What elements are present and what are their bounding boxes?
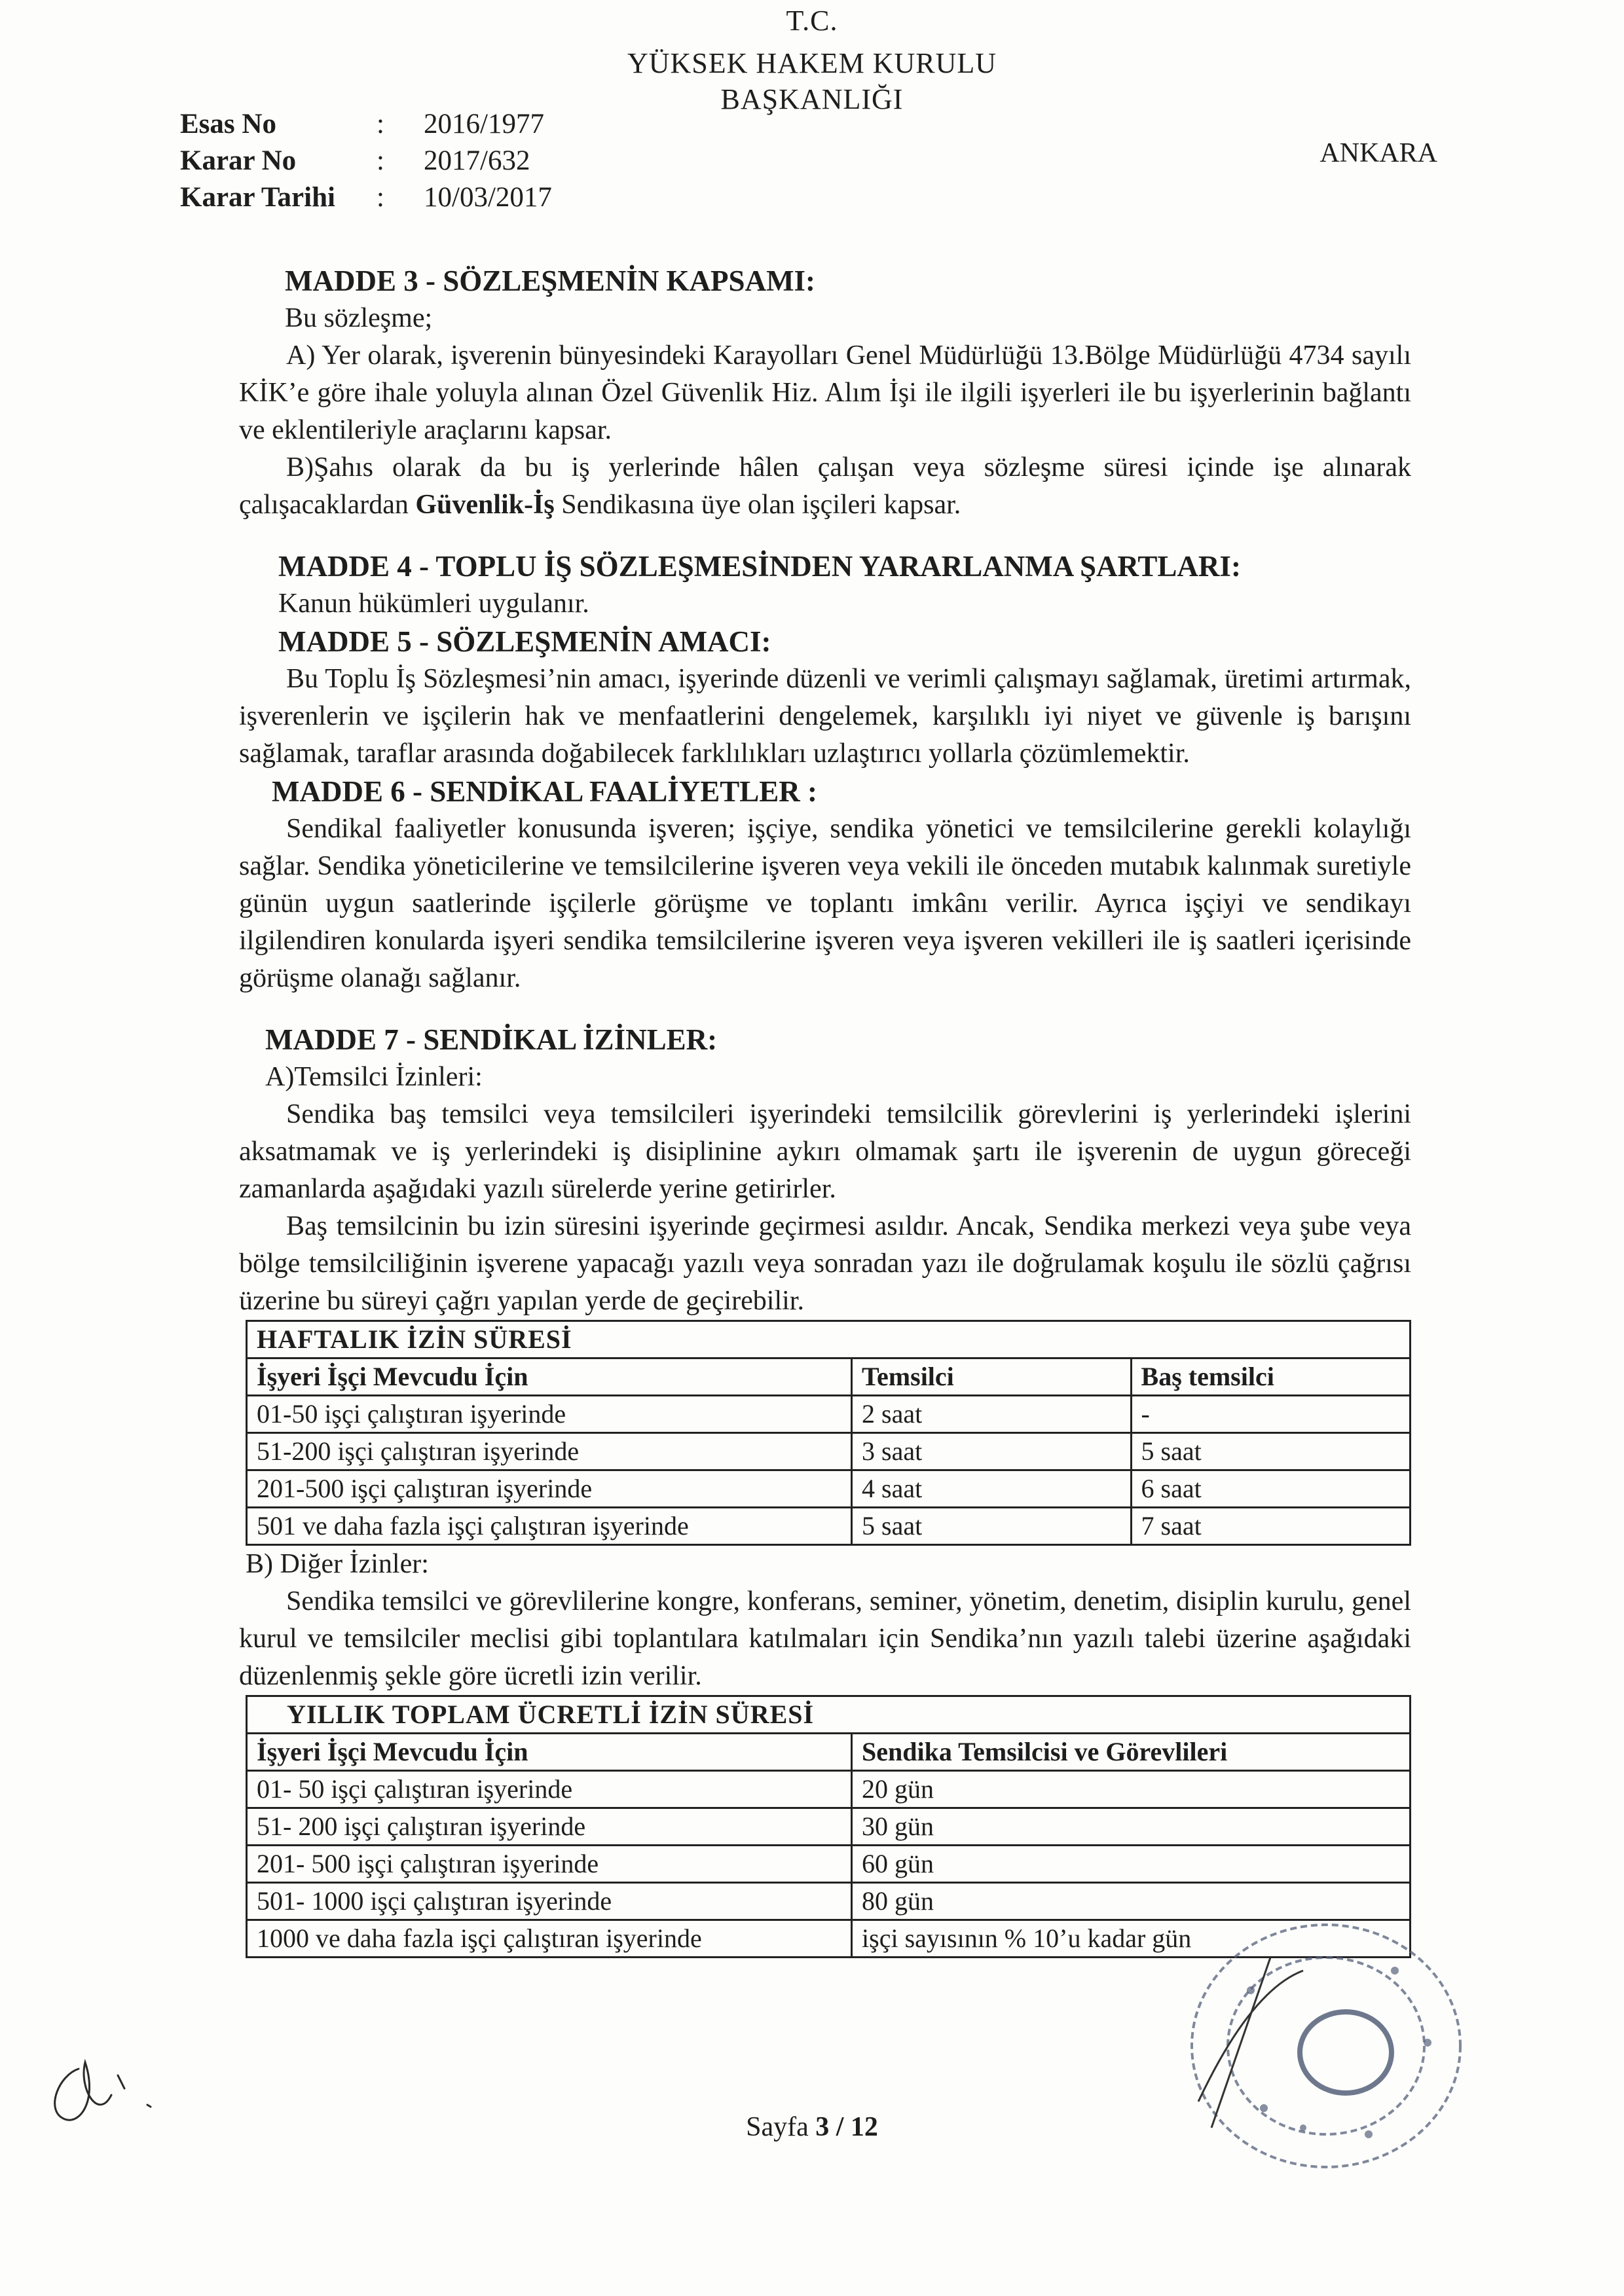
table-row — [247, 1734, 1411, 1771]
table-cell: 01- 50 işçi çalıştıran işyerinde — [247, 1771, 852, 1808]
madde4-text: Kanun hükümleri uygulanır. — [278, 589, 589, 619]
table-cell: 60 gün — [852, 1846, 1411, 1883]
madde7-title: MADDE 7 - SENDİKAL İZİNLER: — [265, 1023, 718, 1056]
table-row — [247, 1433, 1411, 1470]
table-cell: 01-50 işçi çalıştıran işyerinde — [247, 1396, 852, 1433]
madde7-b-title: B) Diğer İzinler: — [246, 1549, 429, 1579]
weekly-table-title: HAFTALIK İZİN SÜRESİ — [247, 1321, 1411, 1358]
official-stamp — [1172, 1912, 1480, 2187]
header-department: BAŞKANLIĞI — [720, 83, 904, 115]
table-cell: 501- 1000 işçi çalıştıran işyerinde — [247, 1883, 852, 1920]
table-cell: 1000 ve daha fazla işçi çalıştıran işyerinde — [247, 1920, 852, 1958]
madde3-b — [239, 449, 1411, 524]
table-cell: 4 saat — [852, 1470, 1131, 1508]
madde7-p2: Baş temsilcinin bu izin süresini işyerinde geçirmesi asıldır. Ancak, Sendika merkezi veya şube veya bölge temsilciliğinin işverene yapacağı yazılı veya sonradan yazı ile doğrulamak koşulu ile sözlü çağrısı üzerine bu süreyi çağrı yapılan yerde de geçirebilir. — [239, 1211, 1411, 1316]
table-cell: 2 saat — [852, 1396, 1131, 1433]
header-institution: YÜKSEK HAKEM KURULU — [627, 47, 997, 79]
table-row — [247, 1358, 1411, 1396]
header-tc: T.C. — [786, 5, 838, 37]
tarih-sep: : — [377, 182, 384, 213]
table-cell: 80 gün — [852, 1883, 1411, 1920]
annual-table-title: YILLIK TOPLAM ÜCRETLİ İZİN SÜRESİ — [247, 1696, 1411, 1734]
table-cell: 3 saat — [852, 1433, 1131, 1470]
madde3-title: MADDE 3 - SÖZLEŞMENİN KAPSAMI: — [285, 264, 816, 297]
table-cell: - — [1131, 1396, 1410, 1433]
madde5-text: Bu Toplu İş Sözleşmesi’nin amacı, işyerinde düzenli ve verimli çalışmayı sağlamak, üretimi artırmak, işverenlerin ve işçilerin hak ve menfaatlerini dengelemek, karşılıklı iyi niyet ve güvenle iş barışını sağlamak, taraflar arasında doğabilecek farklılıkları uzlaştırıcı yollarla çözümlemektir. — [239, 664, 1411, 769]
meta-tarih — [180, 183, 552, 211]
weekly-leave-table — [246, 1320, 1411, 1546]
table-row — [247, 1396, 1411, 1433]
madde3-b-post: Sendikasına üye olan işçileri kapsar. — [554, 490, 961, 520]
table-row — [247, 1808, 1411, 1846]
table-cell: 6 saat — [1131, 1470, 1410, 1508]
madde7-p1: Sendika baş temsilci veya temsilcileri işyerindeki temsilcilik görevlerini iş yerlerindeki işlerini aksatmamak ve iş yerlerindeki iş disiplinine aykırı olmamak şartı ile işverenin de uygun göreceği zamanlarda aşağıdaki yazılı sürelerde yerine getirirler. — [239, 1099, 1411, 1204]
meta-esas — [180, 110, 544, 138]
table-header: Sendika Temsilcisi ve Görevlileri — [852, 1734, 1411, 1771]
madde7-a-title: A)Temsilci İzinleri: — [265, 1062, 483, 1092]
esas-label: Esas No — [180, 109, 276, 139]
esas-value: 2016/1977 — [424, 109, 544, 139]
table-header: İşyeri İşçi Mevcudu İçin — [247, 1358, 852, 1396]
tarih-label: Karar Tarihi — [180, 182, 335, 213]
table-cell: 201-500 işçi çalıştıran işyerinde — [247, 1470, 852, 1508]
table-cell: işçi sayısının % 10’u kadar gün — [852, 1920, 1411, 1958]
madde5-title: MADDE 5 - SÖZLEŞMENİN AMACI: — [278, 625, 771, 658]
meta-karar — [180, 147, 530, 175]
table-row — [247, 1508, 1411, 1545]
table-row — [247, 1771, 1411, 1808]
header-city: ANKARA — [1320, 138, 1437, 168]
table-row — [247, 1321, 1411, 1358]
page-prefix: Sayfa — [746, 2112, 816, 2142]
esas-sep: : — [377, 109, 384, 139]
signature — [33, 2049, 157, 2141]
karar-value: 2017/632 — [424, 145, 530, 176]
table-cell: 20 gün — [852, 1771, 1411, 1808]
table-header: Baş temsilci — [1131, 1358, 1410, 1396]
madde4-title: MADDE 4 - TOPLU İŞ SÖZLEŞMESİNDEN YARARLANMA ŞARTLARI: — [278, 550, 1241, 583]
table-cell: 51- 200 işçi çalıştıran işyerinde — [247, 1808, 852, 1846]
table-cell: 501 ve daha fazla işçi çalıştıran işyerinde — [247, 1508, 852, 1545]
table-cell: 7 saat — [1131, 1508, 1410, 1545]
madde3-intro: Bu sözleşme; — [285, 303, 433, 333]
karar-sep: : — [377, 145, 384, 176]
tarih-value: 10/03/2017 — [424, 182, 552, 213]
madde3-b-pre: B)Şahıs olarak da bu iş yerlerinde hâlen çalışan veya sözleşme süresi içinde işe alınarak çalışacaklardan — [239, 452, 1411, 520]
table-cell: 30 gün — [852, 1808, 1411, 1846]
madde3-b-bold: Güvenlik-İş — [415, 490, 555, 520]
table-cell: 51-200 işçi çalıştıran işyerinde — [247, 1433, 852, 1470]
table-row — [247, 1696, 1411, 1734]
page-value: 3 / 12 — [815, 2112, 878, 2142]
table-row — [247, 1846, 1411, 1883]
madde6-text: Sendikal faaliyetler konusunda işveren; işçiye, sendika yönetici ve temsilcilerine gerekli kolaylığı sağlar. Sendika yöneticilerine ve temsilcilerine işveren veya vekili ile önceden mutabık kalınmak suretiyle günün uygun saatlerinde işçilerle görüşme ve toplantı imkânı verilir. Ayrıca işçiyi ve sendikayı ilgilendiren konularda işyeri sendika temsilcilerine işveren veya işveren vekilleri ile iş saatleri içerisinde görüşme olanağı sağlanır. — [239, 814, 1411, 993]
table-header: Temsilci — [852, 1358, 1131, 1396]
table-header: İşyeri İşçi Mevcudu İçin — [247, 1734, 852, 1771]
madde7-p3: Sendika temsilci ve görevlilerine kongre, konferans, seminer, yönetim, denetim, disiplin kurulu, genel kurul ve temsilciler meclisi gibi toplantılara katılmaları için Sendika’nın yazılı talebi üzerine aşağıdaki düzenlenmiş şekle göre ücretli izin verilir. — [239, 1586, 1411, 1691]
table-cell: 5 saat — [852, 1508, 1131, 1545]
table-cell: 201- 500 işçi çalıştıran işyerinde — [247, 1846, 852, 1883]
madde3-a: A) Yer olarak, işverenin bünyesindeki Karayolları Genel Müdürlüğü 13.Bölge Müdürlüğü 4734 sayılı KİK’e göre ihale yoluyla alınan Özel Güvenlik Hiz. Alım İşi ile ilgili işyerleri ile bu işyerlerinin bağlantı ve eklentileriyle araçlarını kapsar. — [239, 340, 1411, 445]
table-row — [247, 1470, 1411, 1508]
document-body — [239, 262, 1411, 1958]
table-cell: 5 saat — [1131, 1433, 1410, 1470]
madde6-title: MADDE 6 - SENDİKAL FAALİYETLER : — [272, 775, 818, 808]
karar-label: Karar No — [180, 145, 297, 176]
